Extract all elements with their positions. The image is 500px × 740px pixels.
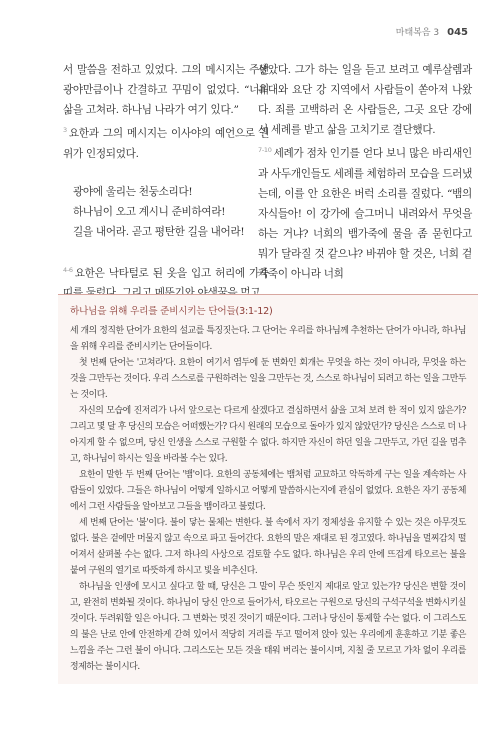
right-column [258, 60, 472, 284]
sidebar-paragraph: 첫 번째 단어는 '고쳐라'다. 요한이 여기서 염두에 둔 변화인 회개는 무엇을 하는 것이 아니라, 무엇을 하는 것을 그만두는 것이다. 우리 스스로를 구원하려는 일을 그만두는 것, 스스로 하나님이 되려고 하는 일을 그만두는 것이다. [70, 358, 466, 400]
verse-text: 세례가 점차 인기를 얻다 보니 많은 바리새인과 사두개인들도 세례를 체험하러 모습을 드러냈는데, 이를 안 요한은 버럭 소리를 질렀다. “뱀의 자식들아! 이 강가에 슬그머니 내려와서 무엇을 하는 거냐? 너희의 뱀가죽에 물을 좀 묻힌다고 뭐가 달라질 것 같으냐? 바뀌야 할 것은, 너희 겉가죽이 아니라 너희 [258, 147, 473, 280]
poem-block [73, 182, 269, 242]
paragraph: 서 말씀을 전하고 있었다. 그의 메시지는 주변 광야만큼이나 간결하고 꾸밈이 없었다. “너희 삶을 고쳐라. 하나님 나라가 여기 있다.” [63, 64, 269, 116]
left-column [63, 60, 269, 303]
verse-paragraph [258, 140, 472, 284]
paragraph: 살았다. 그가 하는 일을 듣고 보려고 예루살렘과 유대와 요단 강 지역에서 사람들이 쏟아져 나왔다. 죄를 고백하러 온 사람들은, 그곳 요단 강에서 세례를 받고 삶을 고치기로 결단했다. [258, 64, 472, 136]
sidebar-paragraph: 하나님을 인생에 모시고 싶다고 할 때, 당신은 그 말이 무슨 뜻인지 제대로 알고 있는가? 당신은 변할 것이고, 완전히 변화될 것이다. 하나님이 당신 안으로 들어가서, 타오르는 구원으로 당신의 구석구석을 변화시키실 것이다. 두려워할 일은 아니다. 그 변화는 멋진 것이기 때문이다. 그러나 당신이 통제할 수는 없다. 이 그리스도의 불은 난로 안에 안전하게 갇혀 있어서 적당히 거리를 두고 떨어져 앉아 있는 우리에게 훈훈하고 기분 좋은 느낌을 주는 그런 불이 아니다. 그리스도는 모든 것을 태워 버리는 불이시며, 지칠 줄 모르고 가차 없이 우리를 정제하는 불이시다. [70, 582, 466, 672]
sidebar-paragraph: 세 개의 정직한 단어가 요한의 설교를 특징짓는다. 그 단어는 우리를 하나님께 추천하는 단어가 아니라, 하나님을 위해 우리를 준비시키는 단어들이다. [70, 326, 466, 352]
poem-line: 하나님이 오고 계시니 준비하여라! [73, 205, 226, 218]
page-number: 045 [447, 27, 468, 38]
sidebar-title: 하나님을 위해 우리를 준비시키는 단어들(3:1-12) [70, 306, 273, 317]
verse-number: 4-6 [63, 265, 73, 274]
sidebar-paragraph: 세 번째 단어는 '불'이다. 불이 닿는 물체는 변한다. 불 속에서 자기 정체성을 유지할 수 있는 것은 아무것도 없다. 불은 겉에만 머물지 않고 속으로 파고 들어간다. 요한의 말은 재대로 된 경고였다. 하나님을 멀찌감치 떨어져서 살펴볼 수는 없다. 그저 하나의 사상으로 검토할 수도 없다. 하나님은 우리 안에 뜨겁게 타오르는 불을 붙여 구원의 열기로 따뜻하게 하시고 빛을 비추신다. [70, 518, 466, 576]
poem-line: 광야에 울리는 천둥소리다! [73, 185, 193, 198]
sidebar-box [58, 294, 478, 684]
running-header [396, 25, 468, 38]
sidebar-paragraph: 자신의 모습에 진저리가 나서 앞으로는 다르게 살겠다고 결심하면서 삶을 고쳐 보려 한 적이 있지 않은가? 그리고 몇 달 후 당신의 모습은 어떠했는가? 다시 원래의 모습으로 돌아가 있지 않았던가? 당신은 스스로 더 나아지게 할 수 없으며, 당신 인생을 스스로 구원할 수 없다. 하지만 자신이 하던 일을 그만두고, 가던 길을 멈추고, 하나님이 하시는 일을 바라볼 수는 있다. [70, 406, 466, 464]
verse-text: 요한은 낙타털로 된 옷을 입고 허리에 가죽 [74, 267, 269, 280]
verse-number: 3 [63, 126, 67, 134]
book-chapter-label: 마태복음 3 [395, 28, 440, 38]
verse-number: 7-10 [258, 146, 272, 154]
sidebar-paragraph: 요한이 말한 두 번째 단어는 '뱀'이다. 요한의 공동체에는 뱀처럼 교묘하고 악독하게 구는 일을 계속하는 사람들이 있었다. 그들은 하나님이 어떻게 일하시고 어떻게 말씀하시는지에 관심이 없었다. 요한은 자기 공동체에서 그런 사람들을 알아보고 그들을 뱀이라고 불렀다. [70, 470, 466, 512]
poem-line: 길을 내어라. 곧고 평탄한 길을 내어라! [73, 225, 245, 238]
verse-text: 요한과 그의 메시지는 이사야의 예언으로 권위가 인정되었다. [63, 127, 269, 160]
verse-paragraph [63, 120, 269, 164]
sidebar-body [70, 323, 466, 675]
